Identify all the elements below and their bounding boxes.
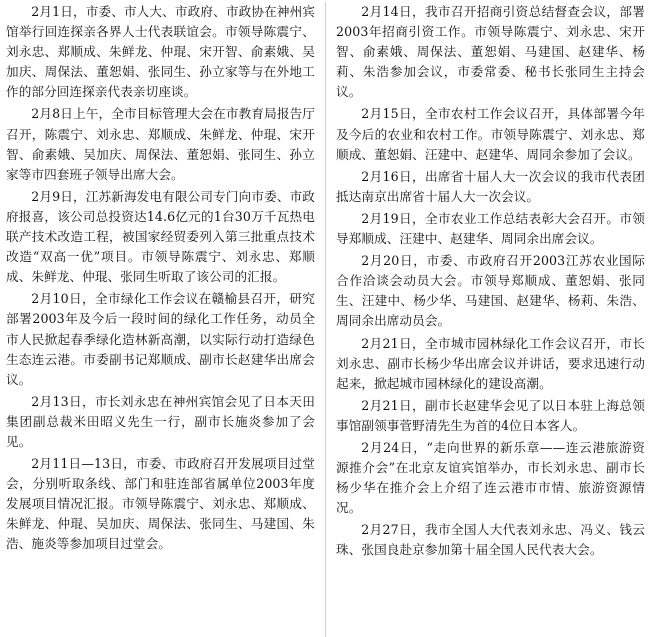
chronicle-entry: 2月14日，我市召开招商引资总结督查会议，部署2003年招商引资工作。市领导陈震宁、刘永忠、宋开智、俞素娥、周保法、董恕娟、马建国、赵建华、杨莉、朱浩参加会议，市委常委、秘书长张同生主持会议。: [336, 4, 645, 100]
chronicle-entry: 2月1日，市委、市人大、市政府、市政协在神州宾馆举行回连探亲各界人士代表联谊会。市领导陈震宁、刘永忠、郑顺成、朱鲜龙、仲琨、宋开智、俞素娥、吴加庆、周保法、董恕娟、张同生、孙立家等与在外地工作的部分回连探亲代表亲切座谈。: [6, 4, 315, 100]
chronicle-entry: 2月13日，市长刘永忠在神州宾馆会见了日本天田集团副总裁米田昭义先生一行，副市长施炎参加了会见。: [6, 393, 315, 449]
chronicle-entry: 2月20日，市委、市政府召开2003江苏农业国际合作洽谈会动员大会。市领导郑顺成、董恕娟、张同生、汪建中、杨少华、马建国、赵建华、杨莉、朱浩、周同余出席动员会。: [336, 253, 645, 329]
right-column: [334, 2, 645, 563]
chronicle-entry: 2月27日，我市全国人大代表刘永忠、冯义、钱云珠、张国良赴京参加第十届全国人民代表大会。: [336, 522, 645, 558]
chronicle-entry: 2月9日，江苏新海发电有限公司专门向市委、市政府报喜，该公司总投资达14.6亿元的1台30万千瓦热电联产技术改造工程，被国家经贸委列入第三批重点技术改造“双高一优”项目。市领导陈震宁、刘永忠、郑顺成、朱鲜龙、仲琨、张同生听取了该公司的汇报。: [6, 188, 315, 285]
chronicle-entry: 2月16日，出席省十届人大一次会议的我市代表团抵达南京出席省十届人大一次会议。: [336, 168, 645, 204]
chronicle-entry: 2月10日，全市绿化工作会议在赣榆县召开，研究部署2003年及今后一段时间的绿化工作任务，动员全市人民掀起春季绿化造林新高潮，以实际行动打造绿色生态连云港。市委副书记郑顺成、副市长赵建华出席会议。: [6, 291, 315, 387]
column-divider: [325, 2, 326, 637]
two-column-layout: [6, 2, 645, 637]
left-column: [6, 2, 317, 557]
chronicle-entry: 2月24日，“走向世界的新乐章——连云港旅游资源推介会”在北京友谊宾馆举办，市长刘永忠、副市长杨少华在推介会上介绍了连云港市市情、旅游资源情况。: [336, 439, 645, 516]
chronicle-entry: 2月21日，全市城市园林绿化工作会议召开，市长刘永忠、副市长杨少华出席会议并讲话，要求迅速行动起来，掀起城市园林绿化的建设高潮。: [336, 335, 645, 391]
chronicle-entry: 2月11日—13日，市委、市政府召开发展项目过堂会，分别听取条线、部门和驻连部省属单位2003年度发展项目情况汇报。市领导陈震宁、刘永忠、郑顺成、朱鲜龙、仲琨、吴加庆、周保法、张同生、马建国、朱浩、施炎等参加项目过堂会。: [6, 456, 315, 552]
chronicle-entry: 2月21日，副市长赵建华会见了以日本驻上海总领事馆副领事菅野清先生为首的4位日本客人。: [336, 397, 645, 433]
chronicle-entry: 2月19日，全市农业工作总结表彰大会召开。市领导郑顺成、汪建中、赵建华、周同余出席会议。: [336, 210, 645, 247]
chronicle-entry: 2月15日，全市农村工作会议召开，具体部署今年及今后的农业和农村工作。市领导陈震宁、刘永忠、郑顺成、董恕娟、汪建中、赵建华、周同余参加了会议。: [336, 106, 645, 162]
chronicle-entry: 2月8日上午，全市目标管理大会在市教育局报告厅召开，陈震宁、刘永忠、郑顺成、朱鲜龙、仲琨、宋开智、俞素娥、吴加庆、周保法、董恕娟、张同生、孙立家等市四套班子领导出席大会。: [6, 106, 315, 182]
